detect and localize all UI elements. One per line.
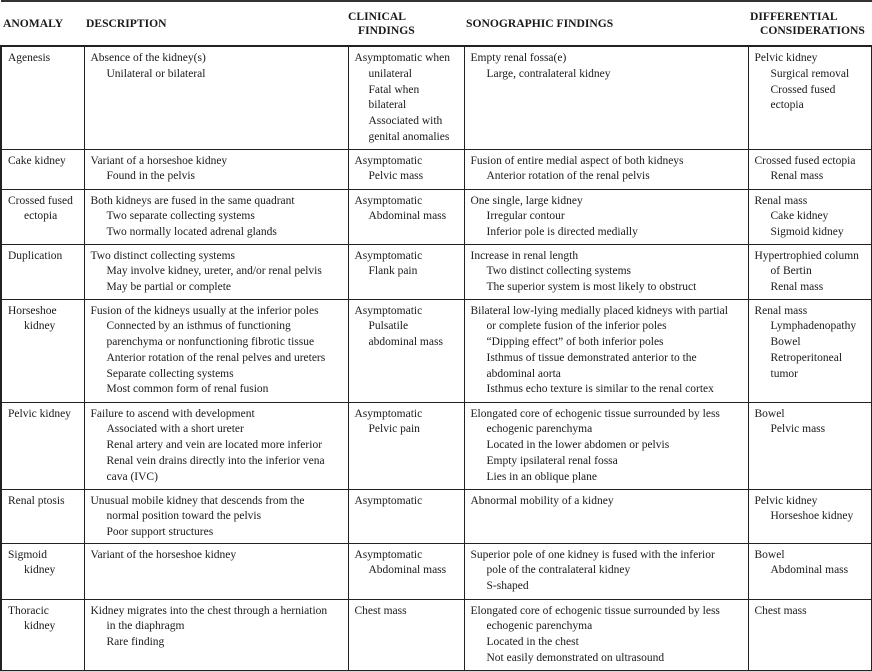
sonographic-item: Bilateral low-lying medially placed kidneys with partial (470, 304, 728, 317)
sonographic-cell (464, 46, 748, 149)
differential-item: Pelvic kidney (754, 52, 818, 64)
sonographic-item: Lies in an oblique plane (486, 470, 597, 483)
description-cell (84, 149, 348, 189)
sonographic-cell (464, 543, 748, 599)
anomaly-name: Crossed fused (8, 194, 73, 207)
sonographic-item: echogenic parenchyma (486, 620, 593, 633)
differential-item: Bowel (754, 548, 785, 561)
sonographic-item: or complete fusion of the inferior poles (486, 320, 667, 333)
sonographic-item: Superior pole of one kidney is fused with the inferior (470, 548, 715, 561)
table-row (1, 189, 872, 244)
clinical-item: Associated with (368, 115, 443, 128)
differential-item: Cake kidney (770, 210, 829, 223)
sonographic-item: Inferior pole is directed medially (486, 226, 638, 239)
differential-item: tumor (770, 367, 798, 380)
description-item: Two normally located adrenal glands (106, 226, 277, 239)
sonographic-item: Not easily demonstrated on ultrasound (486, 651, 665, 664)
header-description (84, 1, 348, 46)
sonographic-cell (464, 489, 748, 543)
table-row (1, 489, 872, 543)
clinical-item: Abdominal mass (368, 210, 447, 223)
description-item: Found in the pelvis (106, 170, 195, 183)
description-item: Poor support structures (106, 526, 214, 539)
description-cell (84, 46, 348, 149)
differential-cell (748, 189, 872, 244)
clinical-cell (348, 489, 464, 543)
description-cell (84, 543, 348, 599)
header-differential-line1: DIFFERENTIAL (750, 9, 838, 23)
description-cell (84, 244, 348, 299)
description-item: Failure to ascend with development (90, 407, 255, 420)
description-cell (84, 402, 348, 489)
differential-item: Bowel (770, 336, 801, 349)
sonographic-item: Isthmus echo texture is similar to the renal cortex (486, 383, 714, 396)
sonographic-item: Anterior rotation of the renal pelvis (486, 170, 650, 183)
differential-item: Lymphadenopathy (770, 320, 857, 333)
sonographic-cell (464, 244, 748, 299)
sonographic-item: Elongated core of echogenic tissue surrounded by less (470, 407, 720, 420)
anomaly-cell (1, 46, 84, 149)
differential-item: Renal mass (754, 194, 808, 207)
differential-item: Surgical removal (770, 67, 850, 80)
sonographic-item: Empty ipsilateral renal fossa (486, 454, 618, 467)
clinical-cell (348, 244, 464, 299)
description-item: Kidney migrates into the chest through a herniation (90, 604, 328, 617)
header-clinical-findings (348, 1, 464, 46)
sonographic-item: Abnormal mobility of a kidney (470, 494, 614, 507)
clinical-item: Pulsatile (368, 320, 409, 333)
sonographic-item: Fusion of entire medial aspect of both kidneys (470, 154, 684, 167)
table-row (1, 149, 872, 189)
sonographic-item: One single, large kidney (470, 194, 583, 207)
anomaly-cell (1, 189, 84, 244)
anomaly-cell (1, 299, 84, 402)
anomaly-cell (1, 543, 84, 599)
anomaly-name: Agenesis (8, 52, 51, 64)
sonographic-item: S-shaped (486, 580, 529, 593)
differential-item: Chest mass (754, 604, 807, 617)
sonographic-item: Irregular contour (486, 210, 565, 223)
description-item: in the diaphragm (106, 620, 185, 633)
table-row (1, 402, 872, 489)
description-item: normal position toward the pelvis (106, 510, 262, 523)
description-item: Anterior rotation of the renal pelves and ureters (106, 351, 326, 364)
description-item: Both kidneys are fused in the same quadrant (90, 194, 295, 207)
sonographic-item: Located in the chest (486, 636, 579, 649)
header-differential-line2: CONSIDERATIONS (760, 23, 865, 37)
clinical-item: Asymptomatic when (354, 52, 450, 64)
differential-item: Renal mass (770, 281, 824, 294)
anomaly-cell (1, 149, 84, 189)
clinical-cell (348, 46, 464, 149)
sonographic-item: “Dipping effect” of both inferior poles (486, 336, 664, 349)
description-cell (84, 489, 348, 543)
differential-item: Renal mass (754, 304, 808, 317)
clinical-item: Asymptomatic (354, 154, 423, 167)
anomaly-name: Renal ptosis (8, 494, 65, 507)
sonographic-item: Two distinct collecting systems (486, 265, 632, 278)
description-cell (84, 299, 348, 402)
sonographic-item: abdominal aorta (486, 367, 561, 380)
anomaly-cell (1, 599, 84, 670)
header-description-text: DESCRIPTION (86, 16, 167, 30)
description-item: Most common form of renal fusion (106, 383, 269, 396)
clinical-cell (348, 599, 464, 670)
description-item: May involve kidney, ureter, and/or renal pelvis (106, 265, 322, 278)
description-item: parenchyma or nonfunctioning fibrotic tissue (106, 336, 315, 349)
anomaly-cell (1, 489, 84, 543)
differential-cell (748, 543, 872, 599)
table-row (1, 299, 872, 402)
clinical-cell (348, 402, 464, 489)
clinical-item: Fatal when (368, 83, 420, 96)
header-sonographic-text: SONOGRAPHIC FINDINGS (466, 16, 614, 30)
anomaly-name: ectopia (24, 210, 58, 223)
clinical-cell (348, 189, 464, 244)
description-item: Variant of a horseshoe kidney (90, 154, 228, 167)
clinical-item: bilateral (368, 99, 407, 112)
clinical-item: Asymptomatic (354, 407, 423, 420)
anomaly-cell (1, 244, 84, 299)
table-row (1, 46, 872, 149)
differential-item: Pelvic mass (770, 423, 826, 436)
anomaly-name: kidney (24, 564, 56, 577)
description-cell (84, 599, 348, 670)
sonographic-cell (464, 402, 748, 489)
clinical-item: Chest mass (354, 604, 407, 617)
description-item: Connected by an isthmus of functioning (106, 320, 291, 333)
differential-item: Bowel (754, 407, 785, 420)
anomaly-cell (1, 402, 84, 489)
description-item: Fusion of the kidneys usually at the inferior poles (90, 304, 319, 317)
clinical-item: Asymptomatic (354, 249, 423, 262)
clinical-item: unilateral (368, 67, 412, 80)
anomaly-name: kidney (24, 320, 56, 333)
differential-cell (748, 299, 872, 402)
sonographic-cell (464, 189, 748, 244)
differential-item: Abdominal mass (770, 564, 849, 577)
sonographic-item: Increase in renal length (470, 249, 579, 262)
description-item: Renal vein drains directly into the inferior vena (106, 454, 325, 467)
sonographic-cell (464, 599, 748, 670)
description-item: Absence of the kidney(s) (90, 52, 206, 64)
sonographic-item: Elongated core of echogenic tissue surrounded by less (470, 604, 720, 617)
description-item: cava (IVC) (106, 470, 158, 483)
anomaly-name: Duplication (8, 249, 63, 262)
header-anomaly (1, 1, 84, 46)
clinical-item: abdominal mass (368, 336, 443, 349)
table-body (1, 46, 872, 670)
clinical-item: Asymptomatic (354, 494, 423, 507)
clinical-item: genital anomalies (368, 130, 450, 143)
sonographic-cell (464, 299, 748, 402)
clinical-item: Flank pain (368, 265, 418, 278)
sonographic-cell (464, 149, 748, 189)
description-item: Two separate collecting systems (106, 210, 255, 223)
table-row (1, 543, 872, 599)
anomaly-name: Cake kidney (8, 154, 66, 167)
sonographic-item: The superior system is most likely to obstruct (486, 281, 697, 294)
header-sonographic-findings (464, 1, 748, 46)
table-header-row (1, 1, 872, 46)
clinical-cell (348, 149, 464, 189)
differential-item: ectopia (770, 99, 804, 112)
differential-item: Retroperitoneal (770, 351, 843, 364)
clinical-item: Asymptomatic (354, 548, 423, 561)
differential-item: Sigmoid kidney (770, 226, 844, 239)
description-item: Unilateral or bilateral (106, 67, 206, 80)
anomaly-name: Pelvic kidney (8, 407, 71, 420)
sonographic-item: Isthmus of tissue demonstrated anterior to the (486, 351, 697, 364)
differential-cell (748, 489, 872, 543)
sonographic-item: Located in the lower abdomen or pelvis (486, 439, 670, 452)
description-item: May be partial or complete (106, 281, 232, 294)
anomaly-name: Horseshoe (8, 304, 57, 317)
differential-cell (748, 402, 872, 489)
sonographic-item: echogenic parenchyma (486, 423, 593, 436)
differential-item: Crossed fused (770, 83, 836, 96)
clinical-item: Abdominal mass (368, 564, 447, 577)
description-item: Associated with a short ureter (106, 423, 244, 436)
sonographic-item: Empty renal fossa(e) (470, 52, 567, 64)
differential-item: Pelvic kidney (754, 494, 818, 507)
differential-item: Renal mass (770, 170, 824, 183)
description-cell (84, 189, 348, 244)
clinical-item: Asymptomatic (354, 194, 423, 207)
differential-item: of Bertin (770, 265, 812, 278)
description-item: Two distinct collecting systems (90, 249, 236, 262)
differential-item: Crossed fused ectopia (754, 154, 856, 167)
description-item: Rare finding (106, 636, 165, 649)
header-anomaly-text: ANOMALY (3, 16, 64, 30)
description-item: Unusual mobile kidney that descends from the (90, 494, 305, 507)
header-clinical-line2: FINDINGS (358, 23, 415, 37)
differential-item: Horseshoe kidney (770, 510, 854, 523)
anomaly-name: Thoracic (8, 604, 49, 617)
clinical-cell (348, 299, 464, 402)
differential-cell (748, 244, 872, 299)
differential-cell (748, 46, 872, 149)
differential-cell (748, 149, 872, 189)
table-row (1, 244, 872, 299)
table-row (1, 599, 872, 670)
description-item: Renal artery and vein are located more inferior (106, 439, 323, 452)
anomaly-name: Sigmoid (8, 548, 47, 561)
anomaly-name: kidney (24, 620, 56, 633)
differential-cell (748, 599, 872, 670)
description-item: Separate collecting systems (106, 367, 234, 380)
header-differential-considerations (748, 1, 872, 46)
clinical-item: Asymptomatic (354, 304, 423, 317)
clinical-item: Pelvic pain (368, 423, 420, 436)
clinical-cell (348, 543, 464, 599)
sonographic-item: Large, contralateral kidney (486, 67, 611, 80)
header-clinical-line1: CLINICAL (348, 9, 406, 23)
sonographic-item: pole of the contralateral kidney (486, 564, 631, 577)
clinical-item: Pelvic mass (368, 170, 424, 183)
description-item: Variant of the horseshoe kidney (90, 548, 237, 561)
differential-item: Hypertrophied column (754, 249, 859, 262)
